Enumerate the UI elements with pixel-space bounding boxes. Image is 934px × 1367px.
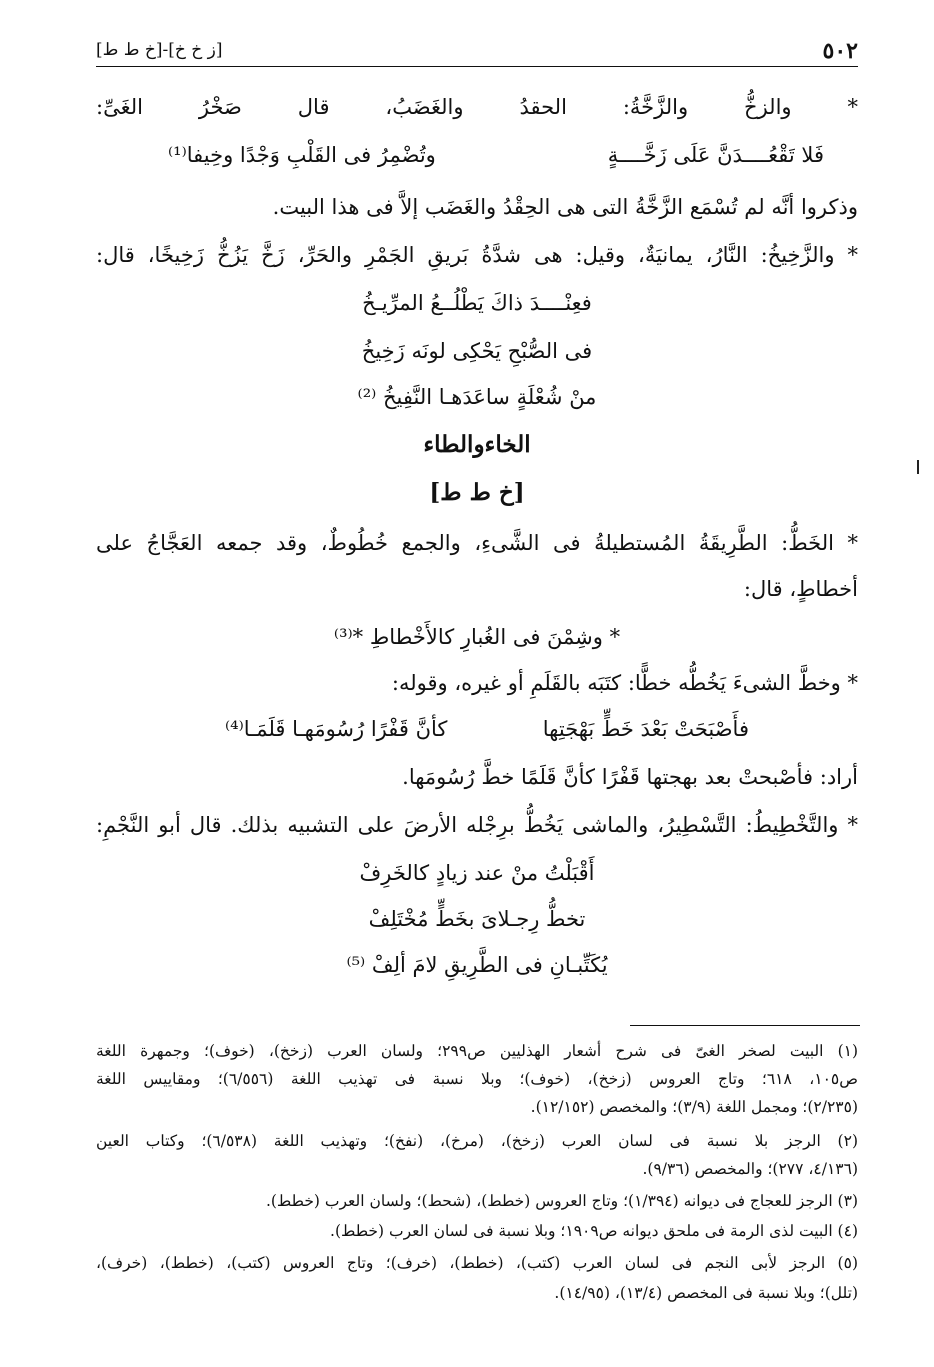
rajaz-line: تخطُّ رِجـلاىَ بخَطٍّ مُخْتَلِفْ xyxy=(368,907,586,931)
footnote-5: (٥) الرجز لأبى النجم فى لسان العرب (كتب)، (خطط)، (خرف)؛ وتاج العروس (كتب)، (خطط)، (خرف)، xyxy=(96,1254,858,1272)
rajaz-line: منْ شُعْلَةٍ ساعَدَهـا النَّفِيخُ ⁽²⁾ xyxy=(357,385,597,409)
footnote-2-cont: (٤/١٣٦، ٢٧٧)؛ والمخصص (٩/٣٦). xyxy=(642,1160,858,1178)
page-number: ٥٠٢ xyxy=(822,38,858,64)
entry-takhtit: * والتَّخْطِيطُ: التَّسْطِيرُ، والماشى يَخُطُّ برِجْله الأرضَ على التشبيه بذلك. قال أبو النَّجْمِ: xyxy=(96,813,858,837)
body-line: أراد: فأصْبحتْ بعد بهجتها قَفْرًا كأنَّ قَلَمًا خطَّ رُسُومَها. xyxy=(402,765,858,789)
footnote-separator xyxy=(630,1025,860,1026)
section-heading: الخاءوالطاء xyxy=(423,431,531,458)
footnote-1-cont: ص١٠٥، ٦١٨؛ وتاج العروس (زخخ)، (خوف)؛ وبلا نسبة فى تهذيب اللغة (٦/٥٥٦)؛ ومقاييس اللغة xyxy=(96,1070,858,1088)
root-range: [ز خ خ]-[خ ط ط] xyxy=(96,40,223,60)
running-header xyxy=(96,38,858,67)
footnote-2: (٢) الرجز بلا نسبة فى لسان العرب (زخخ)، (مرخ)، (نفخ)؛ وتهذيب اللغة (٦/٥٣٨)؛ وكتاب العين xyxy=(96,1132,858,1150)
entry-zakh: * والزخُّ والزَّخَّةُ: الحقدُ والغَضَبُ، قال صَخْرُ الغَىِّ: xyxy=(96,95,858,119)
body-line: * وخطَّ الشىءَ يَخُطُّه خطًّا: كتَبَه بالقَلَمِ أو غيره، وقوله: xyxy=(391,671,858,695)
rajaz-line: فى الصُّبْحِ يَحْكِى لونَه زَخِيخُ xyxy=(361,339,593,363)
body-line: أخطاطٍ، قال: xyxy=(743,577,858,601)
footnote-4: (٤) البيت لذى الرمة فى ملحق ديوانه ص١٩٠٩؛ وبلا نسبة فى لسان العرب (خطط). xyxy=(330,1222,858,1240)
verse-2-second-hemistich: كأنَّ قَفْرًا رُسُومَهـا قَلَمَـا⁽⁴⁾ xyxy=(225,717,448,741)
root-heading: [خ ط ط] xyxy=(429,479,525,506)
rajaz-line: فعِنْــــدَ ذاكَ يَطْلُــعُ المرِّيـخُ xyxy=(362,291,592,315)
verse-1-first-hemistich: فَلا تَقْعُــــدَنَّ عَلَى زَخَّــــةٍ xyxy=(607,143,824,167)
rajaz-line: أَقْبَلْتُ منْ عند زيادٍ كالخَرِفْ xyxy=(359,861,595,885)
footnote-5-cont: (تلل)؛ وبلا نسبة فى المخصص (١٣/٤)، (١٤/٩٥). xyxy=(554,1284,858,1302)
rajaz-line: يُكَتِّبـانِ فى الطَّرِيقِ لامَ ألِفْ ⁽⁵⁾ xyxy=(346,953,608,977)
scan-speck xyxy=(917,460,919,474)
body-line: وذكروا أنَّه لم تُسْمَع الزَّخَّةُ التى هى الحِقْدُ والغَضَب إلاَّ فى هذا البيت. xyxy=(272,195,858,219)
entry-khatt: * الخَطُّ: الطَّرِيقَةُ المُستطيلةُ فى الشَّىءِ، والجمع خُطُوطٌ، وقد جمعه العَجَّاجُ على xyxy=(96,531,858,555)
entry-zakhikh: * والزَّخِيخُ: النَّارُ، يمانيَةٌ، وقيل: هى شدَّةُ بَريقِ الجَمْرِ والحَرِّ، زَخَّ يَزُخُّ زَخِيخًا، قال: xyxy=(96,243,858,267)
verse-1-second-hemistich: وتُضْمِرُ فى القَلْبِ وَجْدًا وخِيفا⁽¹⁾ xyxy=(168,143,436,167)
footnote-1-cont: (٢/٢٣٥)؛ ومجمل اللغة (٣/٩)؛ والمخصص (١٢/١٥٢). xyxy=(530,1098,858,1116)
footnote-3: (٣) الرجز للعجاج فى ديوانه (١/٣٩٤)؛ وتاج العروس (خطط)، (شحط)؛ ولسان العرب (خطط). xyxy=(265,1192,858,1210)
verse-2-first-hemistich: فأَصْبَحَتْ بَعْدَ خَطٍّ بَهْجَتِها xyxy=(542,717,749,741)
footnote-1: (١) البيت لصخر الغىّ فى شرح أشعار الهذليين ص٢٩٩؛ ولسان العرب (زخخ)، (خوف)؛ وجمهرة اللغة xyxy=(96,1042,859,1060)
rajaz-line: * وشِمْنَ فى الغُبارِ كالأَخْطاطِ *⁽³⁾ xyxy=(333,625,621,649)
